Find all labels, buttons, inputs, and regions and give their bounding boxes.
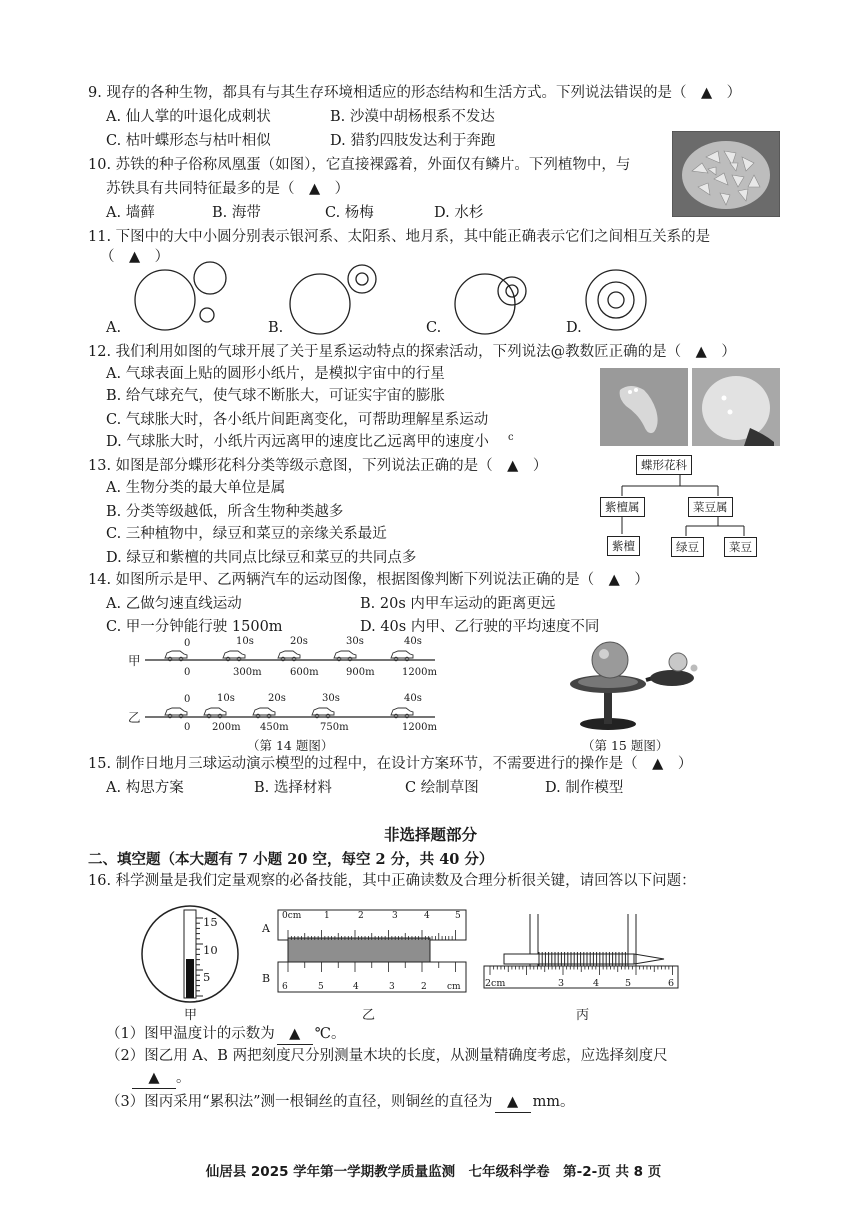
thermo-tick-15: 15 — [203, 915, 218, 929]
ruler-b-tick-5: 5 — [318, 982, 324, 992]
q12-c-mark: c — [508, 432, 514, 443]
fig-label-bing: 丙 — [576, 1008, 590, 1023]
fig-label-jia: 甲 — [184, 1008, 198, 1023]
q12-option-c: C. 气球胀大时，各小纸片间距离变化，可帮助理解星系运动 — [106, 412, 489, 428]
q11-a-large-circle — [135, 270, 195, 330]
taxon-species-kidney-bean: 菜豆 — [724, 537, 757, 557]
q13-stem: 13. 如图是部分蝶形花科分类等级示意图，下列说法正确的是（ ▲ ） — [88, 458, 548, 474]
ruler-c-tick-3: 3 — [558, 978, 565, 989]
thermo-tick-10: 10 — [203, 943, 218, 957]
car-b-car-4 — [391, 708, 413, 718]
ruler-b-tick-6: 6 — [282, 982, 288, 992]
car-a-time-20: 20s — [290, 636, 308, 647]
taxon-genus-phaseolus: 菜豆属 — [688, 497, 733, 517]
q9-option-b: B. 沙漠中胡杨根系不发达 — [330, 109, 495, 125]
taxon-species-mung-bean: 绿豆 — [671, 537, 704, 557]
q10-option-d: D. 水杉 — [434, 205, 484, 221]
ruler-b-tick-4: 4 — [353, 982, 359, 992]
q12-option-a: A. 气球表面上贴的圆形小纸片，是模拟宇宙中的行星 — [106, 366, 445, 382]
ruler-a-tick-5: 5 — [455, 911, 461, 921]
fig14-caption: （第 14 题图） — [247, 738, 334, 753]
car-a-car-4 — [391, 651, 413, 661]
car-a-dist-0: 0 — [184, 667, 191, 678]
car-b-dist-200: 200m — [212, 722, 241, 733]
page-footer: 仙居县 2025 学年第一学期教学质量监测 七年级科学卷 第-2-页 共 8 页 — [205, 1164, 662, 1180]
car-b-car-1 — [204, 708, 226, 718]
q10-option-b: B. 海带 — [212, 205, 261, 221]
q14-stem: 14. 如图所示是甲、乙两辆汽车的运动图像，根据图像判断下列说法正确的是（ ▲ ） — [88, 572, 649, 588]
taxon-family: 蝶形花科 — [636, 455, 692, 475]
car-a-car-1 — [223, 651, 245, 661]
q16-sub2-blank-mark: ▲ — [148, 1070, 160, 1086]
section-fill-blank: 二、填空题（本大题有 7 小题 20 空，每空 2 分，共 40 分） — [88, 851, 494, 868]
q11-d-small-circle — [608, 292, 624, 308]
car-a-dist-300: 300m — [233, 667, 262, 678]
q10-stem-line1: 10. 苏铁的种子俗称凤凰蛋（如图），它直接裸露着，外面仅有鳞片。下列植物中，与 — [88, 157, 631, 173]
car-b-time-20: 20s — [268, 693, 286, 704]
q13-option-d: D. 绿豆和紫檀的共同点比绿豆和菜豆的共同点多 — [106, 550, 417, 566]
q10-option-c: C. 杨梅 — [325, 205, 374, 221]
sun-earth-moon-model — [560, 638, 710, 734]
rulers-ab-figure — [260, 908, 470, 998]
q16-sub2-answer — [132, 1068, 191, 1089]
ruler-a-tick-3: 3 — [392, 911, 398, 921]
q16-sub3-unit: mm。 — [532, 1094, 575, 1110]
q11-option-a: A. — [106, 320, 122, 336]
q9-option-d: D. 猎豹四肢发达利于奔跑 — [330, 133, 496, 149]
q9-stem: 9. 现存的各种生物，都具有与其生存环境相适应的形态结构和生活方式。下列说法错误的是（ ▲ ） — [88, 85, 742, 101]
q15-option-b: B. 选择材料 — [254, 780, 332, 796]
car-a-time-0: 0 — [184, 638, 191, 649]
q11-a-small-circle — [200, 308, 214, 322]
q10-option-a: A. 墙藓 — [106, 205, 155, 221]
taxon-species-zitan: 紫檀 — [607, 536, 640, 556]
ruler-b-label: B — [262, 972, 271, 985]
q13-option-c: C. 三种植物中，绿豆和菜豆的亲缘关系最近 — [106, 526, 387, 542]
q12-option-b: B. 给气球充气，使气球不断胀大，可证实宇宙的膨胀 — [106, 388, 445, 404]
fig15-caption: （第 15 题图） — [582, 738, 669, 753]
car-a-time-40: 40s — [404, 636, 422, 647]
car-b-dist-1200: 1200m — [402, 722, 437, 733]
q11-d-large-circle — [586, 270, 646, 330]
car-b-time-10: 10s — [217, 693, 235, 704]
car-b-label: 乙 — [128, 710, 141, 725]
car-b-time-40: 40s — [404, 693, 422, 704]
ruler-a-tick-2: 2 — [358, 911, 364, 921]
q16-sub1-text: （1）图甲温度计的示数为 — [106, 1026, 275, 1042]
part2-title: 非选择题部分 — [384, 826, 478, 844]
ruler-b-tick-cm: cm — [447, 982, 461, 992]
car-a-label: 甲 — [128, 653, 141, 668]
q11-a-medium-circle — [194, 262, 226, 294]
q11-b-large-circle — [290, 274, 350, 334]
q16-sub1-blank-mark: ▲ — [289, 1026, 301, 1042]
car-a-time-30: 30s — [346, 636, 364, 647]
q13-option-a: A. 生物分类的最大单位是属 — [106, 480, 286, 496]
car-a-dist-600: 600m — [290, 667, 319, 678]
car-b-dist-450: 450m — [260, 722, 289, 733]
q15-option-d: D. 制作模型 — [545, 780, 624, 796]
ruler-a-tick-0: 0cm — [282, 911, 302, 921]
q11-stem-line1: 11. 下图中的大中小圆分别表示银河系、太阳系、地月系，其中能正确表示它们之间相互关系的是 — [88, 229, 711, 245]
q15-stem: 15. 制作日地月三球运动演示模型的过程中，在设计方案环节，不需要进行的操作是（ ▲ ） — [88, 756, 693, 772]
q13-option-b: B. 分类等级越低，所含生物种类越多 — [106, 504, 344, 520]
q11-d-medium-circle — [598, 282, 634, 318]
wood-block — [288, 938, 430, 964]
car-a-car-3 — [334, 651, 356, 661]
q11-option-d: D. — [566, 320, 582, 336]
car-a-dist-900: 900m — [346, 667, 375, 678]
q16-sub1-blank[interactable] — [277, 1024, 313, 1045]
q16-sub2-end: 。 — [176, 1070, 191, 1086]
car-a-car-0 — [165, 651, 187, 661]
q16-stem: 16. 科学测量是我们定量观察的必备技能，其中正确读数及合理分析很关键，请回答以下问题： — [88, 873, 696, 889]
car-b-car-2 — [253, 708, 275, 718]
cycas-seed-photo — [672, 131, 780, 217]
car-a-track — [145, 648, 435, 668]
ruler-b-tick-2: 2 — [421, 982, 427, 992]
ruler-c-tick-5: 5 — [625, 978, 632, 989]
car-b-car-0 — [165, 708, 187, 718]
q12-stem: 12. 我们利用如图的气球开展了关于星系运动特点的探索活动，下列说法@教数匠正确的是（ ▲ ） — [88, 344, 736, 360]
q14-option-b: B. 20s 内甲车运动的距离更远 — [360, 596, 556, 612]
q16-sub3-blank[interactable] — [495, 1092, 531, 1113]
ruler-c-tick-2: 2cm — [485, 978, 506, 989]
q11-b-small-circle — [356, 273, 368, 285]
q14-option-d: D. 40s 内甲、乙行驶的平均速度不同 — [360, 619, 600, 635]
car-b-dist-750: 750m — [320, 722, 349, 733]
thermometer-figure — [140, 904, 240, 1004]
q16-sub2-blank[interactable] — [132, 1068, 176, 1089]
q11-option-c: C. — [426, 320, 442, 336]
fig-label-yi: 乙 — [362, 1008, 376, 1023]
car-b-car-3 — [312, 708, 334, 718]
q15-option-a: A. 构思方案 — [106, 780, 184, 796]
q16-sub3 — [106, 1092, 575, 1113]
q14-option-a: A. 乙做匀速直线运动 — [106, 596, 242, 612]
ruler-c-figure — [482, 912, 680, 990]
ruler-c-tick-4: 4 — [593, 978, 600, 989]
q16-sub2-text: （2）图乙用 A、B 两把刻度尺分别测量木块的长度，从测量精确度考虑，应选择刻度尺 — [106, 1048, 668, 1064]
q16-sub1-unit: ℃。 — [314, 1026, 346, 1042]
q15-option-c: C 绘制草图 — [405, 780, 479, 796]
ruler-a-label: A — [262, 922, 270, 935]
q16-sub1 — [106, 1024, 345, 1045]
ruler-a-tick-4: 4 — [424, 911, 430, 921]
q11-stem-line2: （ ▲ ） — [100, 249, 170, 265]
taxon-genus-pterocarpus: 紫檀属 — [600, 497, 645, 517]
q12-option-d: D. 气球胀大时，小纸片丙远离甲的速度比乙远离甲的速度小 — [106, 434, 489, 450]
car-b-dist-0: 0 — [184, 722, 191, 733]
balloon-photos — [600, 368, 780, 446]
q14-option-c: C. 甲一分钟能行驶 1500m — [106, 619, 283, 635]
ruler-c-tick-6: 6 — [668, 978, 675, 989]
thermo-tick-5: 5 — [203, 970, 211, 984]
q10-stem-line2: 苏铁具有共同特征最多的是（ ▲ ） — [106, 181, 350, 197]
car-a-dist-1200: 1200m — [402, 667, 437, 678]
q9-option-c: C. 枯叶蝶形态与枯叶相似 — [106, 133, 271, 149]
q9-option-a: A. 仙人掌的叶退化成刺状 — [106, 109, 271, 125]
car-b-time-0: 0 — [184, 694, 191, 705]
car-b-time-30: 30s — [322, 693, 340, 704]
car-a-car-2 — [278, 651, 300, 661]
q11-b-medium-circle — [348, 265, 376, 293]
ruler-b-tick-3: 3 — [389, 982, 395, 992]
q16-sub3-text: （3）图丙采用“累积法”测一根铜丝的直径，则铜丝的直径为 — [106, 1094, 493, 1110]
q16-sub3-blank-mark: ▲ — [506, 1094, 519, 1110]
q11-option-b: B. — [268, 320, 284, 336]
car-a-time-10: 10s — [236, 636, 254, 647]
ruler-a-tick-1: 1 — [324, 911, 330, 921]
